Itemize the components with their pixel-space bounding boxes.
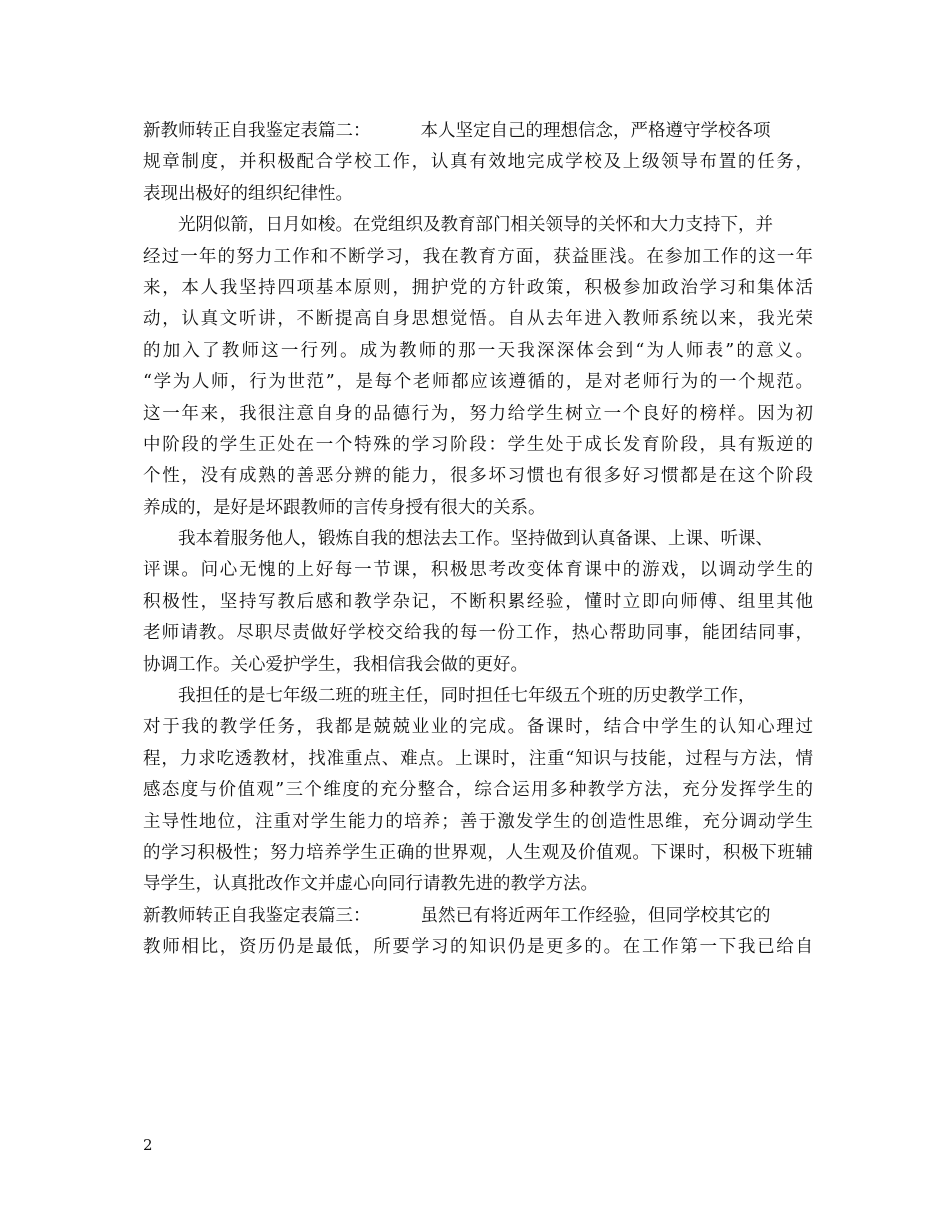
paragraph-first-line: 我担任的是七年级二班的班主任，同时担任七年级五个班的历史教学工作， [178,686,756,707]
paragraph-first-line: 光阴似箭，日月如梭。在党组织及教育部门相关领导的关怀和大力支持下，并 [178,215,773,236]
paragraph-line: 主导性地位，注重对学生能力的培养；善于激发学生的创造性思维，充分调动学生 [143,811,813,832]
paragraph-line: 评课。问心无愧的上好每一节课，积极思考改变体育课中的游戏，以调动学生的 [143,560,813,581]
paragraph-line: 个性，没有成熟的善恶分辨的能力，很多坏习惯也有很多好习惯都是在这个阶段 [143,466,813,487]
section-heading: 新教师转正自我鉴定表篇三： [143,905,371,926]
line-text: 本人坚定自己的理想信念，严格遵守学校各项 [420,121,771,141]
paragraph-line: 养成的，是好是坏跟教师的言传身授有很大的关系。 [143,497,546,518]
paragraph-line: 经过一年的努力工作和不断学习，我在教育方面，获益匪浅。在参加工作的这一年 [143,246,813,267]
paragraph-line: 积极性，坚持写教后感和教学杂记，不断积累经验，懂时立即向师傅、组里其他 [143,591,813,612]
paragraph-line: 导学生，认真批改作文并虚心向同行请教先进的教学方法。 [143,874,598,895]
paragraph-first-line: 我本着服务他人，锻炼自我的想法去工作。坚持做到认真备课、上课、听课、 [178,529,773,550]
paragraph-line: 的加入了教师这一行列。成为教师的那一天我深深体会到“为人师表”的意义。 [143,340,813,361]
section-heading-line [143,901,813,932]
paragraph-line: “学为人师，行为世范”，是每个老师都应该遵循的，是对老师行为的一个规范。 [143,372,813,393]
paragraph-line: 程，力求吃透教材，找准重点、难点。上课时，注重“知识与技能，过程与方法，情 [143,748,813,769]
line-text: 虽然已有将近两年工作经验，但同学校其它的 [420,905,771,926]
document-body [143,116,813,964]
paragraph-line: 这一年来，我很注意自身的品德行为，努力给学生树立一个良好的榜样。因为初 [143,403,813,424]
paragraph-line: 对于我的教学任务，我都是兢兢业业的完成。备课时，结合中学生的认知心理过 [143,717,813,738]
section-heading: 新教师转正自我鉴定表篇二： [143,121,371,141]
paragraph-line: 表现出极好的组织纪律性。 [143,183,353,204]
section-heading-line [143,116,813,147]
paragraph-line: 的学习积极性；努力培养学生正确的世界观，人生观及价值观。下课时，积极下班辅 [143,842,813,863]
paragraph-line: 中阶段的学生正处在一个特殊的学习阶段：学生处于成长发育阶段，具有叛逆的 [143,434,813,455]
paragraph-line: 老师请教。尽职尽责做好学校交给我的每一份工作，热心帮助同事，能团结同事， [143,623,813,644]
paragraph-line: 教师相比，资历仍是最低，所要学习的知识仍是更多的。在工作第一下我已给自 [143,937,813,958]
paragraph-line: 规章制度，并积极配合学校工作，认真有效地完成学校及上级领导布置的任务， [143,152,813,173]
paragraph-line: 感态度与价值观”三个维度的充分整合，综合运用多种教学方法，充分发挥学生的 [143,780,813,801]
paragraph-line: 来，本人我坚持四项基本原则，拥护党的方针政策，积极参加政治学习和集体活 [143,277,813,298]
page-number: 2 [143,1136,153,1154]
paragraph-line: 动，认真文听讲，不断提高自身思想觉悟。自从去年进入教师系统以来，我光荣 [143,309,813,330]
paragraph-line: 协调工作。关心爱护学生，我相信我会做的更好。 [143,654,528,675]
